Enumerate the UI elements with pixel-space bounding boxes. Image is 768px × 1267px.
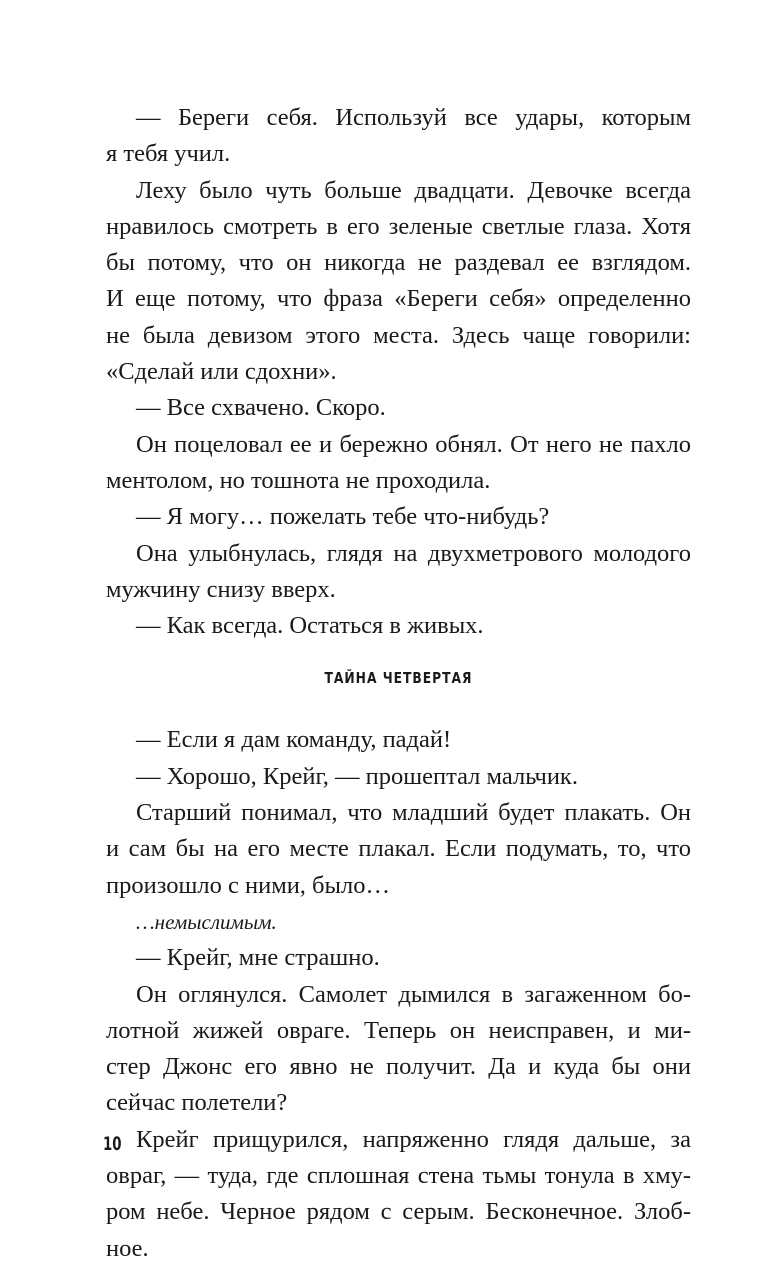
text-line: — Я могу… пожелать тебе что-нибудь? xyxy=(136,503,550,531)
text-line: — Береги себя. Используй все удары, которым xyxy=(136,104,691,131)
text-line: Старший понимал, что младший будет плакать. Он xyxy=(136,799,691,827)
text-line: сейчас полетели? xyxy=(106,1089,288,1117)
text-line: ром небе. Черное рядом с серым. Бесконечное. Злоб- xyxy=(106,1198,691,1226)
text-line: И еще потому, что фраза «Береги себя» определенно xyxy=(106,285,691,313)
text-line: мужчину снизу вверх. xyxy=(106,575,336,603)
text-line: я тебя учил. xyxy=(106,140,231,168)
text-line: Он поцеловал ее и бережно обнял. От него не пахло xyxy=(136,430,691,458)
text-line: нравилось смотреть в его зеленые светлые глаза. Хотя xyxy=(106,212,691,240)
text-line: овраг, — туда, где сплошная стена тьмы тонула в хму- xyxy=(106,1162,691,1190)
text-line: — Как всегда. Остаться в живых. xyxy=(136,612,484,640)
text-line: — Все схвачено. Скоро. xyxy=(136,394,386,422)
text-line: — Хорошо, Крейг, — прошептал мальчик. xyxy=(136,762,578,790)
text-line: Он оглянулся. Самолет дымился в загаженном бо- xyxy=(136,980,691,1008)
text-line: — Если я дам команду, падай! xyxy=(136,726,452,754)
text-line: — Крейг, мне страшно. xyxy=(136,944,380,972)
text-line: не была девизом этого места. Здесь чаще говорили: xyxy=(106,321,691,349)
page-body xyxy=(106,100,691,1267)
text-line: произошло с ними, было… xyxy=(106,871,390,899)
text-line: стер Джонс его явно не получит. Да и куда бы они xyxy=(106,1053,691,1081)
text-line-italic: …немыслимым. xyxy=(136,909,277,934)
text-line: «Сделай или сдохни». xyxy=(106,358,337,386)
text-line: Крейг прищурился, напряженно глядя дальше, за xyxy=(136,1125,691,1153)
text-line: бы потому, что он никогда не раздевал ее взглядом. xyxy=(106,249,691,277)
text-line: и сам бы на его месте плакал. Если подумать, то, что xyxy=(106,835,691,863)
chapter-heading: ТАЙНА ЧЕТВЕРТАЯ xyxy=(324,669,473,688)
text-line: лотной жижей овраге. Теперь он неисправен, и ми- xyxy=(106,1016,691,1044)
text-line: Леху было чуть больше двадцати. Девочке всегда xyxy=(136,176,691,204)
text-line: ментолом, но тошнота не проходила. xyxy=(106,466,491,494)
page-number: 10 xyxy=(103,1133,122,1155)
text-line: Она улыбнулась, глядя на двухметрового молодого xyxy=(136,539,691,567)
text-line: ное. xyxy=(106,1234,149,1262)
